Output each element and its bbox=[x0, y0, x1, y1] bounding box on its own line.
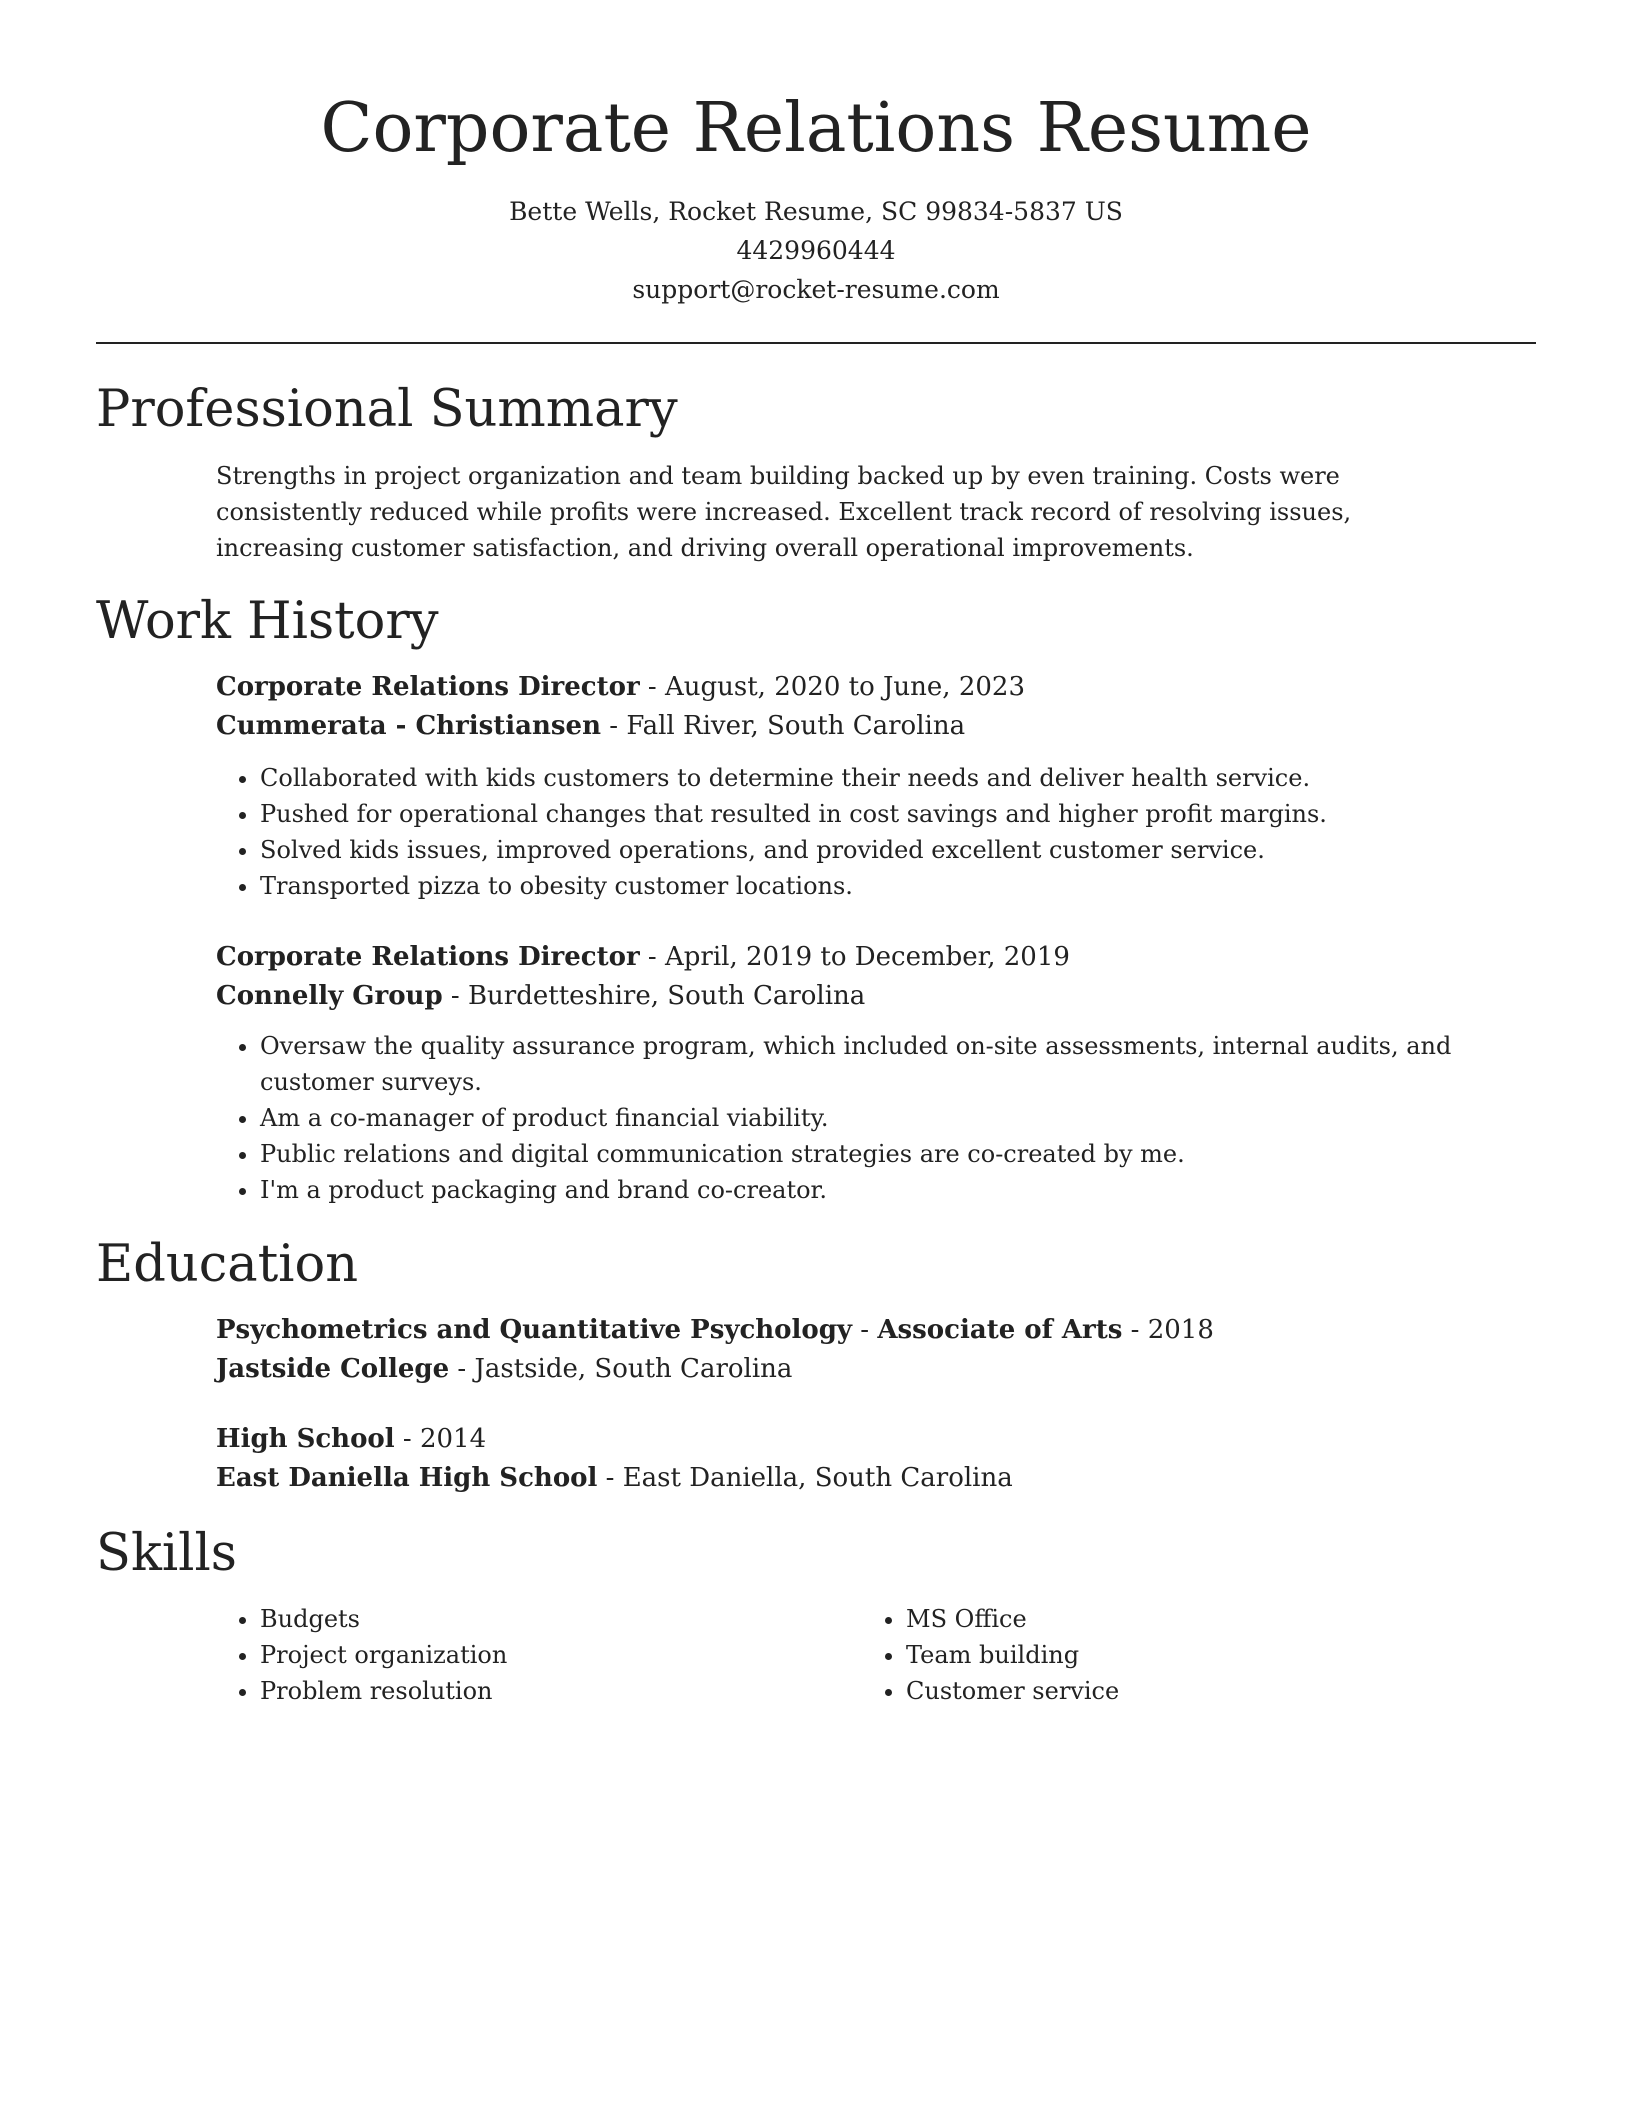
education-entry bbox=[216, 1420, 1536, 1498]
education-field: High School bbox=[216, 1424, 395, 1454]
education-degree-line bbox=[216, 1420, 1536, 1459]
job-location: - Burdetteshire, South Carolina bbox=[442, 981, 866, 1011]
job-bullet: • Public relations and digital communication strategies are co-created by me. bbox=[260, 1136, 1536, 1172]
resume-title: Corporate Relations Resume bbox=[320, 89, 1312, 168]
education-school-line bbox=[216, 1459, 1536, 1498]
job-bullets bbox=[216, 1028, 1536, 1208]
contact-address: Bette Wells, Rocket Resume, SC 99834-5837 US bbox=[509, 197, 1123, 226]
job-dates: - April, 2019 to December, 2019 bbox=[639, 942, 1070, 972]
job-bullet: • I'm a product packaging and brand co-creator. bbox=[260, 1172, 1536, 1208]
job-title: Corporate Relations Director bbox=[216, 942, 640, 972]
job-company-line bbox=[216, 707, 1536, 746]
skills-heading: Skills bbox=[96, 1524, 237, 1583]
summary-heading: Professional Summary bbox=[96, 380, 678, 439]
summary-text: Strengths in project organization and team building backed up by even training. Costs were consistently reduced while profits were increased. Excellent track record of resolving issues, increasing customer satisfaction, and driving overall operational improvements. bbox=[216, 462, 1352, 562]
skill-item: • Customer service bbox=[906, 1673, 1462, 1709]
job-company: Cummerata - Christiansen bbox=[216, 711, 601, 741]
job-bullet: • Transported pizza to obesity customer locations. bbox=[260, 868, 1536, 904]
header-divider bbox=[96, 342, 1536, 344]
work-history-heading: Work History bbox=[96, 592, 439, 651]
education-location: - Jastside, South Carolina bbox=[449, 1354, 793, 1384]
education-degree-line bbox=[216, 1311, 1536, 1350]
education-separator: - bbox=[852, 1315, 878, 1345]
job-bullet: • Pushed for operational changes that resulted in cost savings and higher profit margins. bbox=[260, 796, 1536, 832]
skill-item: • Problem resolution bbox=[260, 1673, 816, 1709]
summary-section bbox=[216, 458, 1536, 566]
job-title-line bbox=[216, 938, 1536, 977]
skill-item: • Project organization bbox=[260, 1637, 816, 1673]
job-bullet: • Am a co-manager of product financial viability. bbox=[260, 1100, 1536, 1136]
skills-column-right bbox=[862, 1601, 1462, 1709]
job-dates: - August, 2020 to June, 2023 bbox=[639, 672, 1025, 702]
job-company: Connelly Group bbox=[216, 981, 443, 1011]
education-heading: Education bbox=[96, 1235, 359, 1294]
job-bullet: • Collaborated with kids customers to determine their needs and deliver health service. bbox=[260, 760, 1536, 796]
job-entry bbox=[216, 668, 1536, 904]
education-school-line bbox=[216, 1350, 1536, 1389]
job-bullets bbox=[216, 760, 1536, 904]
job-entry bbox=[216, 938, 1536, 1208]
job-location: - Fall River, South Carolina bbox=[601, 711, 966, 741]
job-title: Corporate Relations Director bbox=[216, 672, 640, 702]
education-year: - 2014 bbox=[394, 1424, 487, 1454]
contact-email: support@rocket-resume.com bbox=[632, 275, 1000, 304]
skill-item: • MS Office bbox=[906, 1601, 1462, 1637]
education-field: Psychometrics and Quantitative Psychology bbox=[216, 1315, 853, 1345]
job-bullet: • Solved kids issues, improved operations, and provided excellent customer service. bbox=[260, 832, 1536, 868]
education-degree: Associate of Arts bbox=[877, 1315, 1123, 1345]
skill-item: • Team building bbox=[906, 1637, 1462, 1673]
contact-block bbox=[96, 192, 1536, 309]
job-company-line bbox=[216, 977, 1536, 1016]
education-school: Jastside College bbox=[216, 1354, 450, 1384]
job-bullet: • Oversaw the quality assurance program, which included on-site assessments, internal audits, and customer surveys. bbox=[260, 1028, 1536, 1100]
contact-phone: 4429960444 bbox=[736, 236, 896, 265]
job-title-line bbox=[216, 668, 1536, 707]
skills-list bbox=[216, 1601, 816, 1709]
skill-item: • Budgets bbox=[260, 1601, 816, 1637]
skills-list bbox=[862, 1601, 1462, 1709]
education-location: - East Daniella, South Carolina bbox=[597, 1463, 1013, 1493]
skills-column-left bbox=[216, 1601, 816, 1709]
education-year: - 2018 bbox=[1122, 1315, 1214, 1345]
education-school: East Daniella High School bbox=[216, 1463, 598, 1493]
education-entry bbox=[216, 1311, 1536, 1389]
